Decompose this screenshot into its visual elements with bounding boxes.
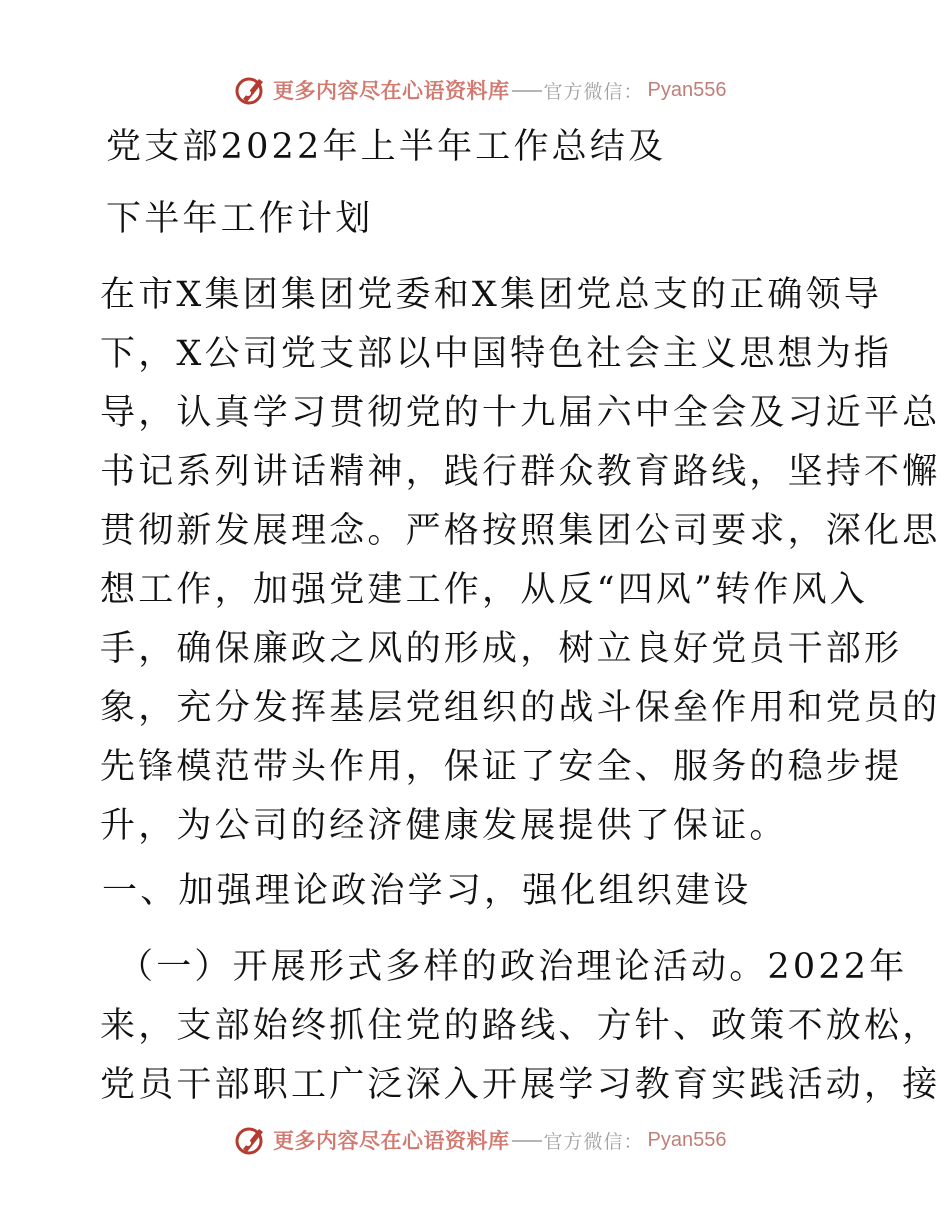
text-line: 下，X公司党支部以中国特色社会主义思想为指 [100,334,893,374]
pen-logo-icon [233,1123,267,1157]
pen-logo-icon [233,73,267,107]
text-line: 党员干部职工广泛深入开展学习教育实践活动，接 [100,1065,941,1105]
paragraph-intro [100,266,941,856]
watermark-official: 官方微信： [543,1130,644,1153]
text-line: 手，确保廉政之风的形成，树立良好党员干部形 [100,629,903,669]
text-line: 象，充分发挥基层党组织的战斗保垒作用和党员的 [100,688,941,728]
watermark-banner-top [233,73,726,107]
watermark-wechat-id: Pyan556 [647,1128,727,1151]
watermark-banner-bottom [233,1123,726,1157]
text-line: 在市X集团集团党委和X集团党总支的正确领导 [100,275,883,315]
text-line: 升，为公司的经济健康发展提供了保证。 [100,806,788,846]
text-line: 导，认真学习贯彻党的十九届六中全会及习近平总 [100,393,941,433]
text-line: （一）开展形式多样的政治理论活动。2022年 [118,947,908,987]
section-heading-1: 一、加强理论政治学习，强化组织建设 [102,871,752,911]
document-title-line-1: 党支部2022年上半年工作总结及 [106,127,667,167]
watermark-brand: 更多内容尽在心语资料库 [273,1129,510,1153]
document-title-line-2: 下半年工作计划 [106,199,374,239]
text-line: 来，支部始终抓住党的路线、方针、政策不放松， [100,1006,941,1046]
text-line: 书记系列讲话精神，践行群众教育路线，坚持不懈 [100,452,941,492]
paragraph-section-1 [100,938,941,1115]
text-line: 贯彻新发展理念。严格按照集团公司要求，深化思 [100,511,941,551]
watermark-dash [512,90,542,92]
text-line: 先锋模范带头作用，保证了安全、服务的稳步提 [100,747,903,787]
watermark-wechat-id: Pyan556 [647,78,727,101]
text-line: 想工作，加强党建工作，从反“四风”转作风入 [100,570,868,610]
watermark-official: 官方微信： [543,80,644,103]
watermark-dash [512,1140,542,1142]
watermark-brand: 更多内容尽在心语资料库 [273,79,510,103]
